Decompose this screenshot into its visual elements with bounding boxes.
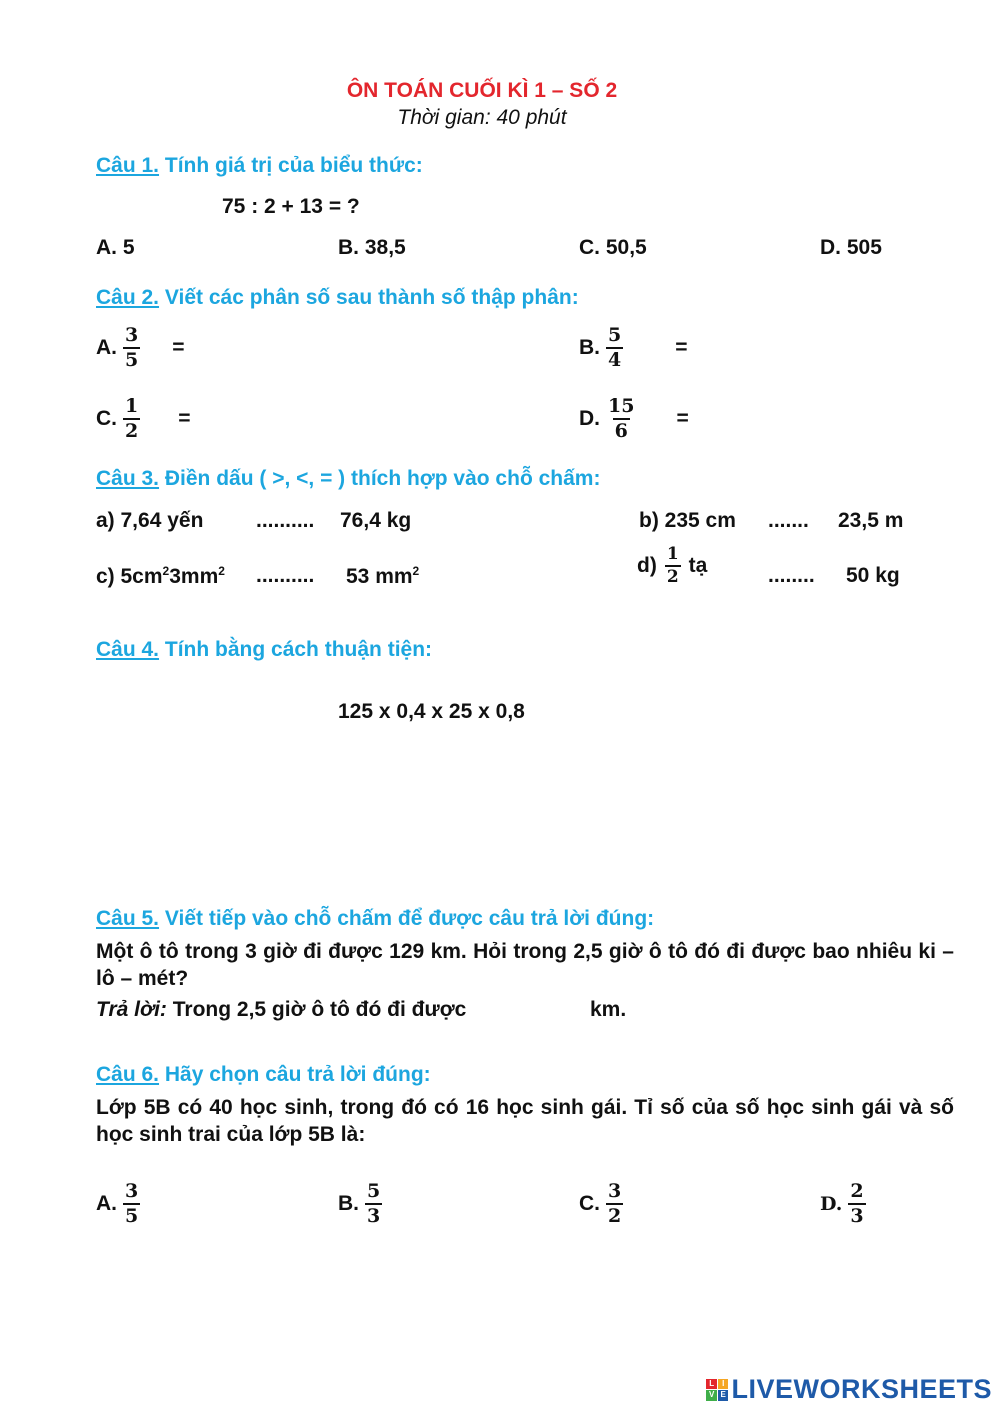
question-3-b-right: 23,5 m: [838, 509, 904, 532]
logo-text: LIVEWORKSHEETS: [731, 1374, 992, 1404]
denominator: 5: [125, 348, 139, 371]
question-1-expression: 75 : 2 + 13 = ?: [222, 195, 360, 218]
denominator: 4: [608, 348, 622, 371]
denominator: 2: [666, 566, 679, 587]
numerator: 3: [608, 1180, 622, 1202]
question-6-number: Câu 6.: [96, 1063, 160, 1086]
numerator: 15: [608, 395, 635, 417]
option-label: B.: [338, 1192, 359, 1216]
fraction: [123, 1182, 140, 1227]
c-right-exponent: 2: [412, 564, 420, 578]
question-1-number: Câu 1.: [96, 154, 160, 177]
question-3-d-left: [637, 546, 707, 587]
question-2-prompt: Viết các phân số sau thành số thập phân:: [159, 286, 579, 309]
question-6-heading: [96, 1063, 431, 1087]
fraction: [123, 326, 140, 371]
question-2-item-a: [96, 326, 185, 371]
question-6-prompt: Hãy chọn câu trả lời đúng:: [159, 1063, 431, 1086]
question-2-heading: [96, 286, 579, 310]
question-5-problem: Một ô tô trong 3 giờ đi được 129 km. Hỏi trong 2,5 giờ ô tô đó đi được bao nhiêu ki – lô – mét?: [96, 940, 954, 990]
question-4-heading: [96, 638, 432, 662]
numerator: 1: [666, 544, 679, 564]
question-1-prompt: Tính giá trị của biểu thức:: [159, 154, 423, 177]
denominator: 2: [125, 419, 139, 442]
question-3-d-right: 50 kg: [846, 564, 900, 587]
answer-text: Trong 2,5 giờ ô tô đó đi được: [166, 998, 467, 1021]
option-label: A.: [96, 1192, 117, 1216]
question-2-item-d: [579, 397, 689, 442]
question-3-a-left: a) 7,64 yến: [96, 509, 204, 532]
equals-sign: =: [676, 407, 689, 431]
numerator: 2: [850, 1180, 864, 1202]
equals-sign: =: [675, 336, 688, 360]
logo-letter: E: [718, 1390, 729, 1401]
question-6-option-c[interactable]: [579, 1182, 623, 1227]
question-3-b-blank[interactable]: .......: [768, 509, 809, 532]
question-6-option-b[interactable]: [338, 1182, 382, 1227]
item-label: B.: [579, 336, 600, 360]
numerator: 3: [125, 1180, 139, 1202]
fraction: [606, 1182, 623, 1227]
logo-letter: V: [706, 1390, 717, 1401]
question-3-b-left: b) 235 cm: [639, 509, 736, 532]
logo-letter: L: [706, 1379, 717, 1390]
numerator: 1: [125, 395, 139, 417]
fraction: [665, 546, 681, 587]
numerator: 5: [608, 324, 622, 346]
item-label: D.: [579, 407, 600, 431]
question-1-heading: [96, 154, 423, 178]
logo-icon: [706, 1379, 728, 1401]
question-4-prompt: Tính bằng cách thuận tiện:: [159, 638, 433, 661]
question-2-number: Câu 2.: [96, 286, 160, 309]
numerator: 3: [125, 324, 139, 346]
option-label: C.: [579, 1192, 600, 1216]
c-exponent-2: 2: [218, 564, 225, 578]
equals-sign: =: [178, 407, 191, 431]
question-3-a-blank[interactable]: ..........: [256, 509, 315, 532]
c-part-2: 3mm: [169, 565, 219, 588]
item-label: A.: [96, 336, 117, 360]
question-5-number: Câu 5.: [96, 907, 160, 930]
liveworksheets-logo: [706, 1374, 992, 1405]
question-1-option-c[interactable]: C. 50,5: [579, 236, 647, 259]
denominator: 3: [850, 1204, 864, 1227]
logo-letter: I: [718, 1379, 729, 1390]
question-3-c-blank[interactable]: ..........: [256, 564, 315, 587]
question-3-heading: [96, 467, 600, 491]
fraction: [606, 397, 636, 442]
question-5-answer-blank[interactable]: [520, 998, 580, 1022]
denominator: 3: [367, 1204, 381, 1227]
question-2-item-c: [96, 397, 191, 442]
question-5-answer: [96, 998, 466, 1022]
numerator: 5: [367, 1180, 381, 1202]
fraction: [848, 1182, 865, 1227]
option-label: D.: [820, 1193, 843, 1216]
c-exponent-1: 2: [162, 564, 170, 578]
question-6-option-d[interactable]: [820, 1182, 866, 1227]
fraction: [606, 326, 623, 371]
item-label: C.: [96, 407, 117, 431]
question-3-prompt: Điền dấu ( >, <, = ) thích hợp vào chỗ chấm:: [159, 467, 601, 490]
question-3-c-right: [346, 564, 419, 589]
worksheet-title: ÔN TOÁN CUỐI KÌ 1 – SỐ 2: [346, 79, 618, 102]
equals-sign: =: [172, 336, 185, 360]
c-part-1: c) 5cm: [96, 565, 163, 588]
question-1-option-d[interactable]: D. 505: [820, 236, 882, 259]
denominator: 2: [608, 1204, 622, 1227]
denominator: 6: [614, 419, 628, 442]
question-4-expression: 125 x 0,4 x 25 x 0,8: [338, 700, 525, 723]
question-6-option-a[interactable]: [96, 1182, 140, 1227]
question-5-heading: [96, 907, 654, 931]
question-3-number: Câu 3.: [96, 467, 160, 490]
question-6-problem: Lớp 5B có 40 học sinh, trong đó có 16 học sinh gái. Tỉ số của số học sinh gái và số học sinh trai của lớp 5B là:: [96, 1096, 954, 1146]
fraction: [365, 1182, 382, 1227]
d-unit: tạ: [688, 554, 708, 578]
fraction: [123, 397, 140, 442]
c-right-value: 53 mm: [346, 565, 413, 588]
denominator: 5: [125, 1204, 139, 1227]
worksheet-duration: Thời gian: 40 phút: [397, 106, 567, 129]
question-3-d-blank[interactable]: ........: [768, 564, 815, 587]
question-5-prompt: Viết tiếp vào chỗ chấm để được câu trả lời đúng:: [159, 907, 655, 930]
question-5-answer-unit: km.: [590, 998, 627, 1021]
question-3-c-left: [96, 564, 225, 589]
question-3-a-right: 76,4 kg: [340, 509, 412, 532]
answer-label: Trả lời:: [96, 998, 167, 1021]
question-1-option-b[interactable]: B. 38,5: [338, 236, 406, 259]
d-label: d): [637, 554, 657, 578]
question-2-item-b: [579, 326, 688, 371]
question-1-option-a[interactable]: A. 5: [96, 236, 135, 259]
question-4-number: Câu 4.: [96, 638, 160, 661]
